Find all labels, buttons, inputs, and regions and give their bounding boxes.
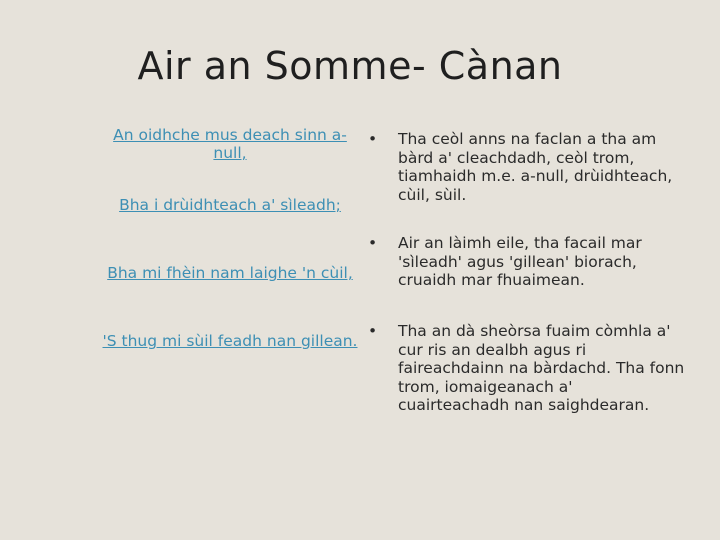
poem-line-3[interactable]: Bha mi fhèin nam laighe 'n cùil, (107, 264, 353, 282)
note-text-2: Air an làimh eile, tha facail mar 'sìleadh' agus 'gillean' biorach, cruaidh mar fhuaimean. (398, 234, 642, 289)
poem-line-2[interactable]: Bha i drùidhteach a' sìleadh; (119, 196, 341, 214)
poem-line-4[interactable]: 'S thug mi sùil feadh nan gillean. (102, 332, 358, 350)
note-item-3 (368, 322, 688, 415)
bullet-icon: • (368, 130, 378, 148)
bullet-icon: • (368, 322, 378, 340)
bullet-icon: • (368, 234, 378, 252)
note-item-2 (368, 234, 688, 290)
slide-title: Air an Somme- Cànan (137, 44, 563, 88)
poem-line-1[interactable]: An oidhche mus deach sinn a-null, (113, 126, 347, 162)
note-text-3: Tha an dà sheòrsa fuaim còmhla a' cur ris an dealbh agus ri faireachdainn na bàrdachd. Tha fonn trom, iomaigeanach a' cuairteachadh nan saighdearan. (398, 322, 685, 414)
note-text-1: Tha ceòl anns na faclan a tha am bàrd a' cleachdadh, ceòl trom, tiamhaidh m.e. a-null, drùidhteach, cùil, sùil. (398, 130, 673, 204)
note-item-1 (368, 130, 688, 204)
